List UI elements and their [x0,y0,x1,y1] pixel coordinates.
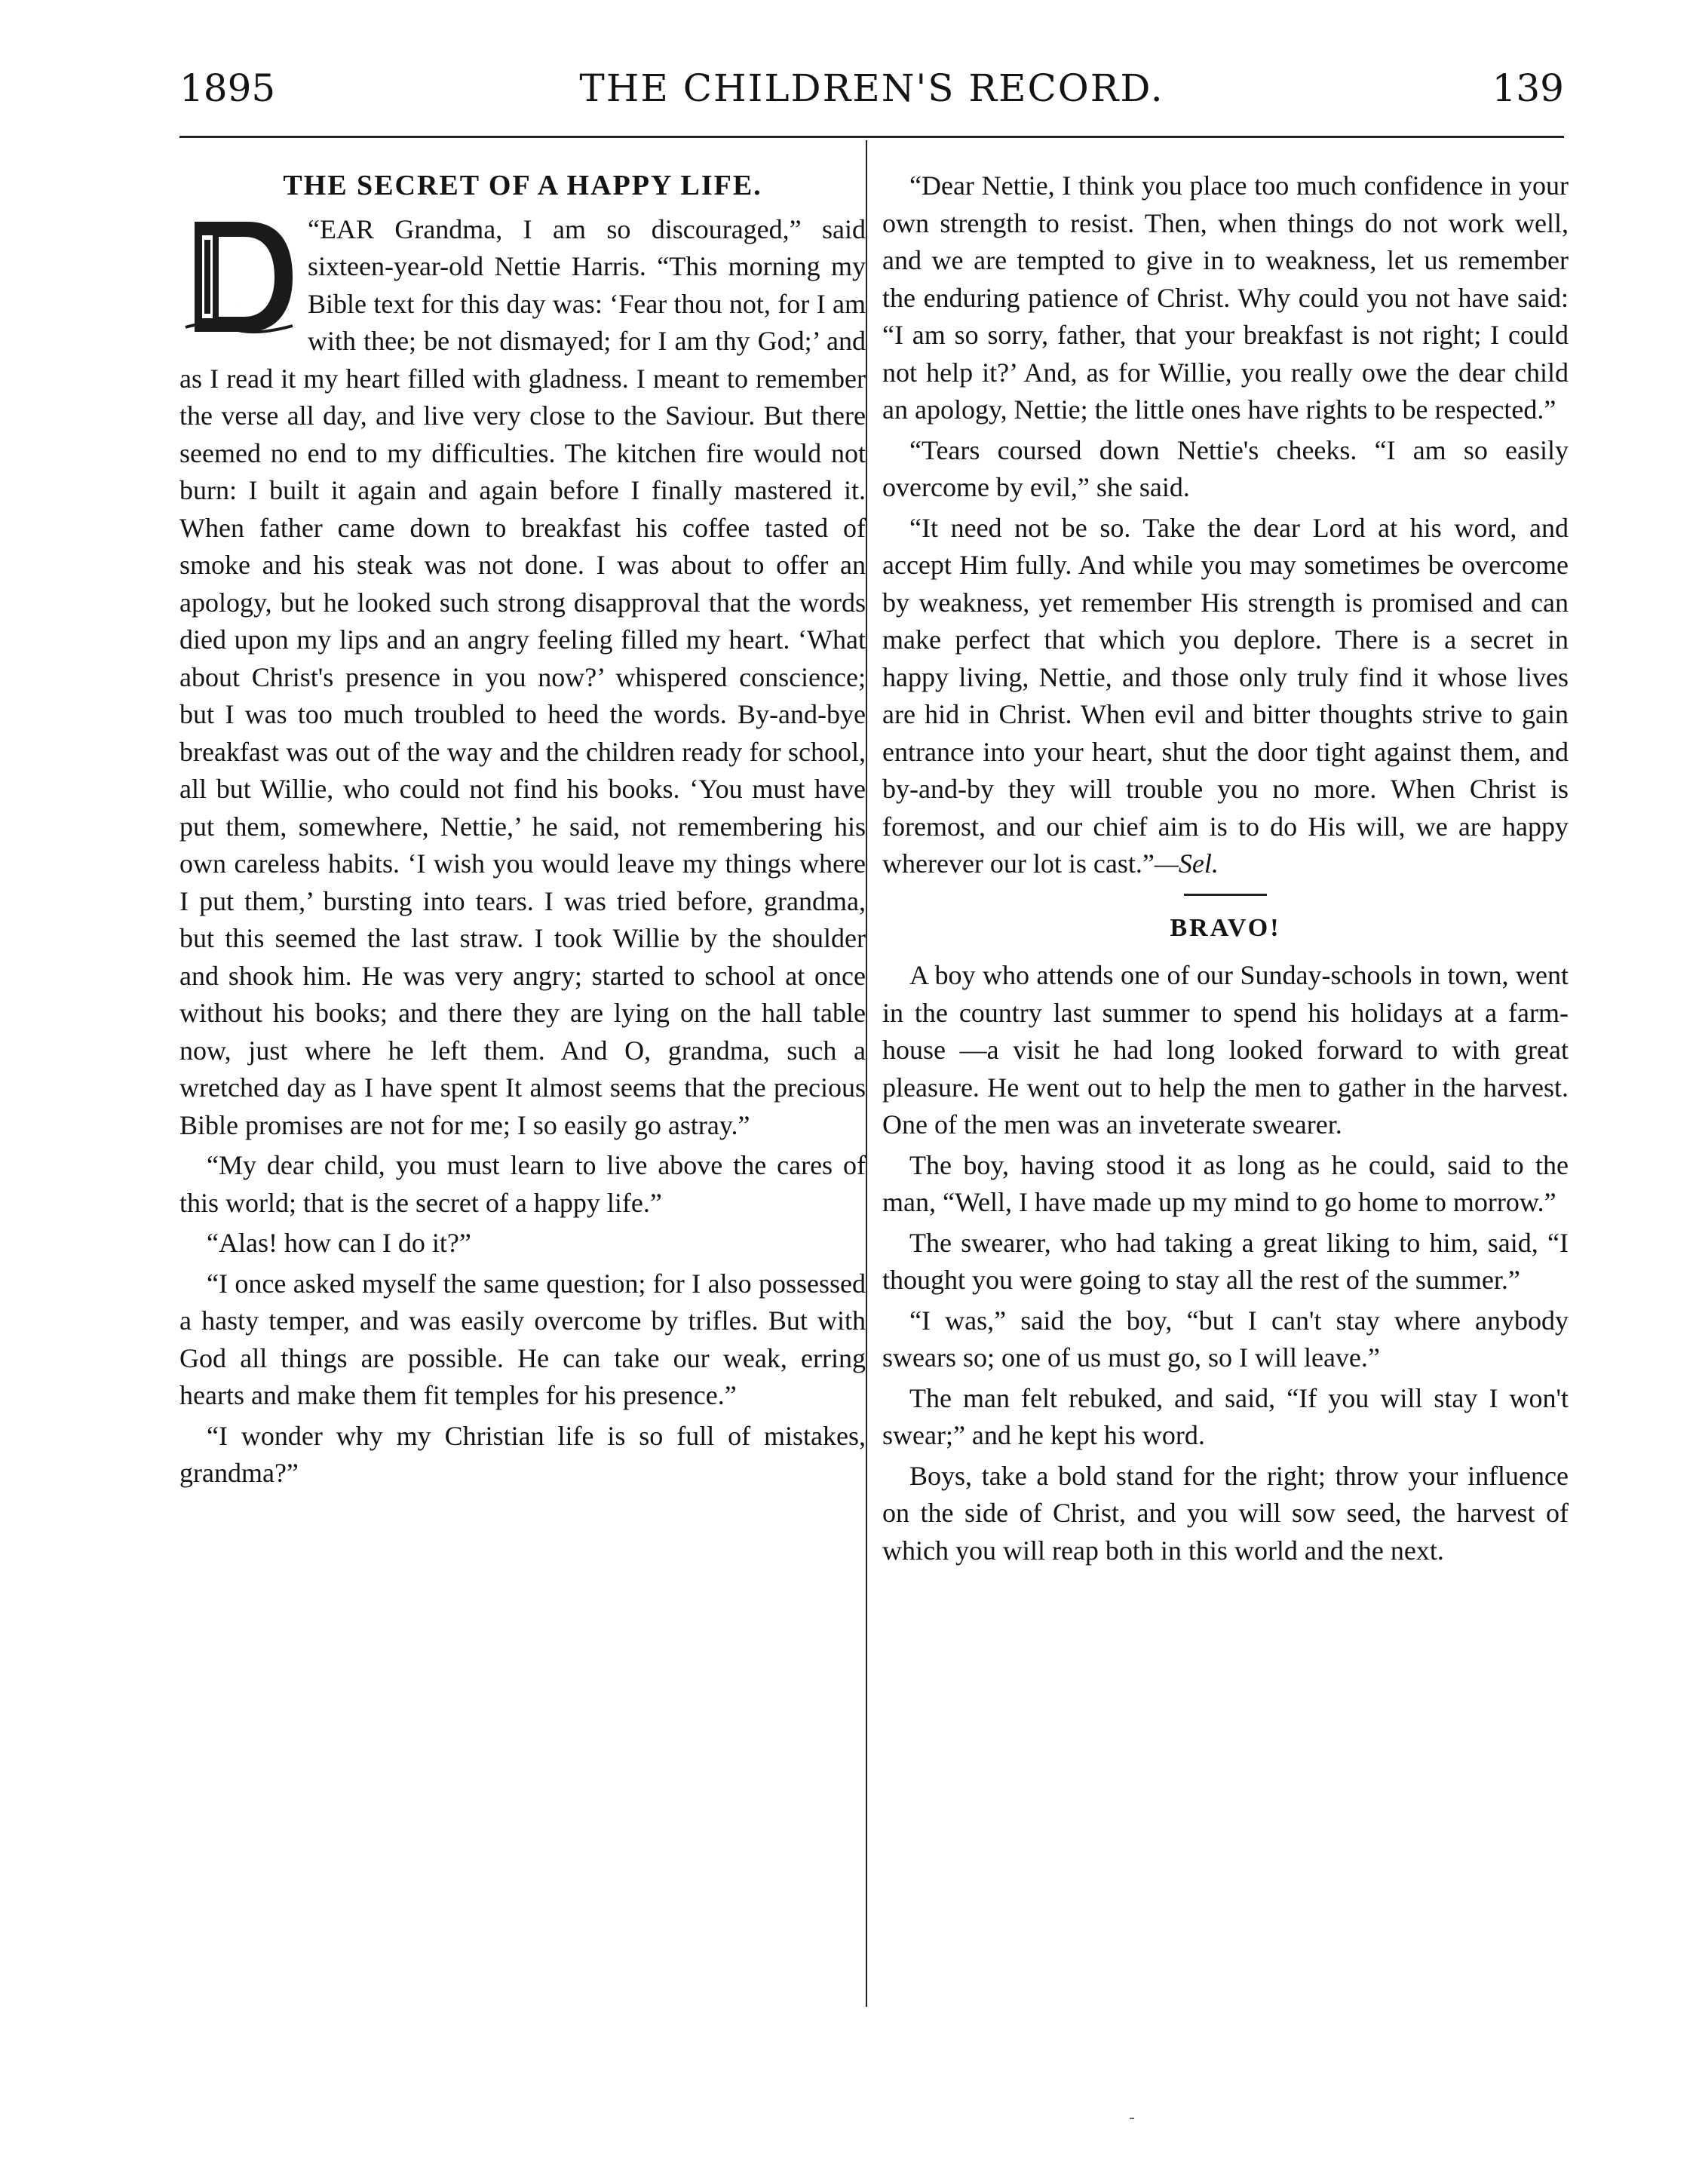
svg-text:D: D [239,302,240,304]
article-paragraph: “My dear child, you must learn to live above the cares of this world; that is the secret of a happy life.” [179,1150,866,1218]
article-paragraph: A boy who attends one of our Sunday-schools in town, went in the country last summer to spend his holidays at a farm-house —a visit he had long looked forward to with great pleasure. He went out to help the men to gather in the harvest. One of the men was an inveterate swearer. [882,960,1569,1140]
article-paragraph: “Tears coursed down Nettie's cheeks. “I am so easily overcome by evil,” she said. [882,434,1569,502]
left-column [179,167,866,1495]
signature: —Sel. [1154,848,1219,879]
paragraph-text: “It need not be so. Take the dear Lord at his word, and accept Him fully. And while you may sometimes be overcome by weakness, yet remember His strength is promised and can make perfect that which you deplore. There is a secret in happy living, Nettie, and those only truly find it whose lives are hid in Christ. When evil and bitter thoughts strive to gain entrance into your heart, shut the door tight against them, and by-and-by they will trouble you no more. When Christ is foremost, and our chief aim is to do His will, we are happy wherever our lot is cast.” [882,512,1569,879]
right-column [882,167,1569,1572]
article-paragraph: The swearer, who had taking a great liking to him, said, “I thought you were going to stay all the rest of the summer.” [882,1227,1569,1295]
print-speck [1130,2118,1134,2119]
article-paragraph: “I once asked myself the same question; for I also possessed a hasty temper, and was easily overcome by trifles. But with God all things are possible. He can take our weak, erring hearts and make them fit temples for his presence.” [179,1268,866,1410]
article-paragraph: Boys, take a bold stand for the right; throw your influence on the side of Christ, and you will sow seed, the harvest of which you will reap both in this world and the next. [882,1460,1569,1566]
page-header [179,66,1564,119]
publication-title: THE CHILDREN'S RECORD. [579,66,1164,110]
column-divider [866,140,867,2007]
article-paragraph [882,510,1569,883]
article-paragraph: The boy, having stood it as long as he could, said to the man, “Well, I have made up my mind to go home to morrow.” [882,1149,1569,1217]
header-rule [179,136,1564,138]
article-paragraph: The man felt rebuked, and said, “If you will stay I won't swear;” and he kept his word. [882,1382,1569,1450]
article-paragraph: “I was,” said the boy, “but I can't stay where anybody swears so; one of us must go, so I will leave.” [882,1305,1569,1373]
article-title-secret: THE SECRET OF A HAPPY LIFE. [283,170,762,201]
article-paragraph [179,211,866,1145]
article-paragraph: “Alas! how can I do it?” [207,1228,471,1258]
page-number: 139 [1492,66,1564,110]
header-year: 1895 [179,66,276,110]
drop-cap-ornament [179,214,299,339]
article-paragraph: “Dear Nettie, I think you place too much confidence in your own strength to resist. Then, when things do not work well, and we are tempted to give in to weakness, let us remember the enduring patience of Christ. Why could you not have said: “I am so sorry, father, that your breakfast is not right; I could not help it?’ And, as for Willie, you really owe the dear child an apology, Nettie; the little ones have rights to be respected.” [882,170,1569,425]
article-title-bravo: BRAVO! [1170,913,1281,942]
paragraph-text: “EAR Grandma, I am so discouraged,” said sixteen-year-old Nettie Harris. “This morning my Bible text for this day was: ‘Fear thou not, for I am with thee; be not dismayed; for I am thy God;’ and as I read it my heart filled with gladness. I meant to remember the verse all day, and live very close to the Saviour. But there seemed no end to my difficulties. The kitchen fire would not burn: I built it again and again before I finally mastered it. When father came down to breakfast his coffee tasted of smoke and his steak was not done. I was about to offer an apology, but he looked such strong disapproval that the words died upon my lips and an angry feeling filled my heart. ‘What about Christ's presence in you now?’ whispered conscience; but I was too much troubled to heed the words. By-and-bye breakfast was out of the way and the children ready for school, all but Willie, who could not find his books. ‘You must have put them, somewhere, Nettie,’ he said, not remembering his own careless habits. ‘I wish you would leave my things where I put them,’ bursting into tears. I was tried before, grandma, but this seemed the last straw. I took Willie by the shoulder and shook him. He was very angry; started to school at once without his books; and there they are lying on the hall table now, just where he left them. And O, grandma, such a wretched day as I have spent It almost seems that the precious Bible promises are not for me; I so easily go astray.” [179,213,866,1140]
article-paragraph: “I wonder why my Christian life is so full of mistakes, grandma?” [179,1420,866,1488]
section-separator [1184,894,1267,896]
